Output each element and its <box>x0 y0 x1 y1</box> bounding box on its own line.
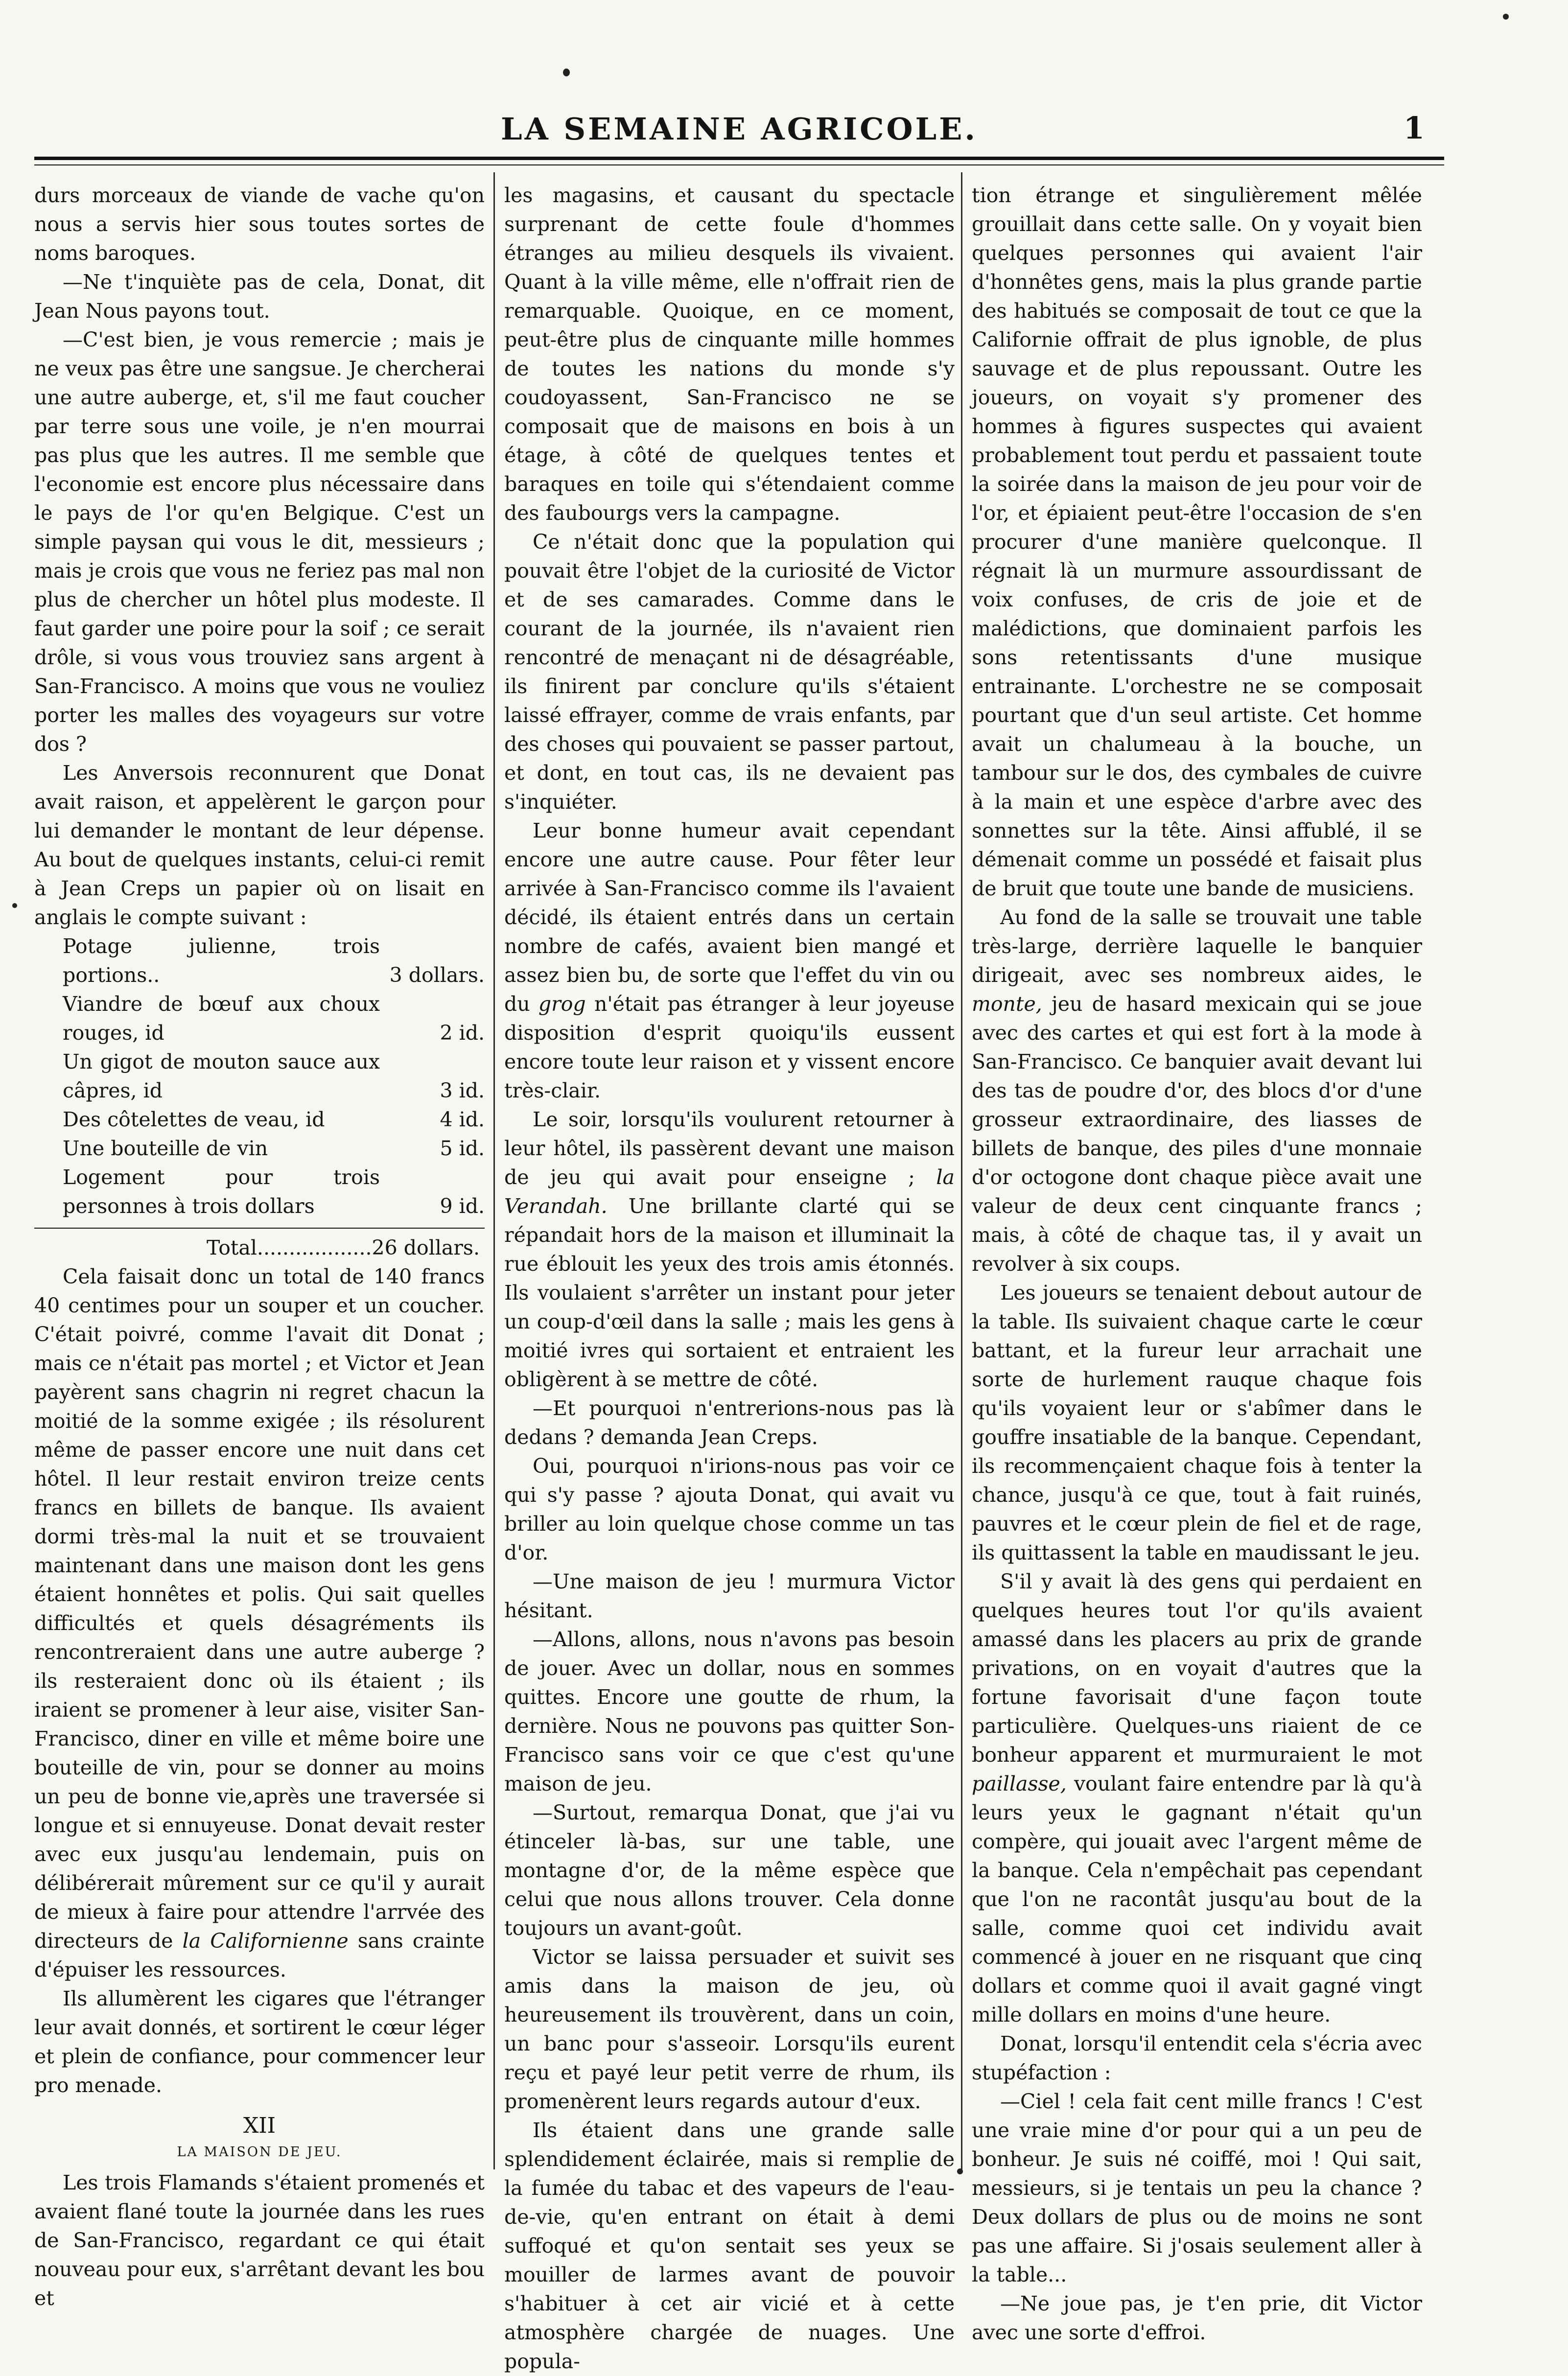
emphasis: monte, <box>972 992 1042 1016</box>
paragraph: Le soir, lorsqu'ils voulurent retourner à leur hôtel, ils passèrent devant une maison de jeu qui avait pour enseigne ; la Verandah. Une brillante clarté qui se répandait hors de la maison et illuminait la rue éblouit les yeux des trois amis étonnés. Ils voulaient s'arrêter un instant pour jeter un coup-d'œil dans la salle ; mais les gens à moitié ivres qui sortaient et entraient les obligèrent à se mettre de côté. <box>504 1108 955 1391</box>
column-2 <box>504 181 955 2376</box>
bill-table <box>34 932 485 1221</box>
column-separator-1 <box>493 172 495 2169</box>
bill-price: 4 id. <box>440 1108 485 1131</box>
emphasis: la Californienne <box>182 1929 349 1953</box>
paragraph: Ils étaient dans une grande salle splendidement éclairée, mais si remplie de la fumée du tabac et des vapeurs de l'eau-de-vie, qu'en entrant on était à demi suffoqué et qu'on sentait ses yeux se mouiller de larmes avant de pouvoir s'habituer à cet air vicié et à cette atmosphère chargée de nuages. Une popula- <box>504 2119 955 2373</box>
paragraph: —Ciel ! cela fait cent mille francs ! C'est une vraie mine d'or pour qui a un peu de bonheur. Je suis né coiffé, moi ! Qui sait, messieurs, si je tentais un peu la chance ? Deux dollars de plus ou de moins ne sont pas une affaire. Si j'osais seulement aller à la table... <box>972 2090 1422 2286</box>
paragraph: —Une maison de jeu ! murmura Victor hésitant. <box>504 1570 955 1622</box>
bill-price: 3 id. <box>440 1079 485 1102</box>
paragraph: —Allons, allons, nous n'avons pas besoin de jouer. Avec un dollar, nous en sommes quittes. Encore une goutte de rhum, la dernière. Nous ne pouvons pas quitter Son-Francisco sans voir ce que c'est qu'une maison de jeu. <box>504 1628 955 1795</box>
bill-row <box>34 1134 485 1163</box>
bill-item: Une bouteille de vin <box>63 1137 268 1160</box>
paragraph: —Ne joue pas, je t'en prie, dit Victor avec une sorte d'effroi. <box>972 2292 1422 2344</box>
paragraph: Oui, pourquoi n'irions-nous pas voir ce qui s'y passe ? ajouta Donat, qui avait vu briller au loin quelque chose comme un tas d'or. <box>504 1454 955 1564</box>
bill-price: 5 id. <box>440 1137 485 1160</box>
bill-row <box>34 932 485 990</box>
bill-total: Total..................26 dollars. <box>207 1236 480 1259</box>
bill-row <box>34 1163 485 1221</box>
paragraph: S'il y avait là des gens qui perdaient en quelques heures tout l'or qu'ils avaient amassé dans les placers au prix de grande privations, on en voyait d'autres que la fortune favorisait d'une façon toute particulière. Quelques-uns riaient de ce bonheur apparent et murmuraient le mot paillasse, voulant faire entendre par là qu'à leurs yeux le gagnant n'était qu'un compère, qui jouait avec l'argent même de la banque. Cela n'empêchait pas cependant que l'on ne racontât jusqu'au bout de la salle, comme quoi cet individu avait commencé à jouer en ne risquant que cinq dollars et comme quoi il avait gagné vingt mille dollars en moins d'une heure. <box>972 1570 1422 2027</box>
paragraph: Les trois Flamands s'étaient promenés et avaient flané toute la journée dans les rues de San-Francisco, regardant ce qui était nouveau pour eux, s'arrêtant devant les bou et <box>34 2171 485 2310</box>
bill-row <box>34 1105 485 1134</box>
paragraph: Ils allumèrent les cigares que l'étranger leur avait donnés, et sortirent le cœur léger et plein de confiance, pour commencer leur pro menade. <box>34 1987 485 2097</box>
bill-item: Un gigot de mouton sauce aux câpres, id <box>63 1050 380 1102</box>
bill-price: 3 dollars. <box>389 963 485 987</box>
paragraph: durs morceaux de viande de vache qu'on nous a servis hier sous toutes sortes de noms baroques. <box>34 184 485 265</box>
column-1 <box>34 181 485 2313</box>
chapter-number: XII <box>243 2113 276 2138</box>
bill-item: Des côtelettes de veau, id <box>63 1108 325 1131</box>
paragraph: les magasins, et causant du spectacle surprenant de cette foule d'hommes étranges au milieu desquels ils vivaient. Quant à la ville même, elle n'offrait rien de remarquable. Quoique, en ce moment, peut-être plus de cinquante mille hommes de toutes les nations du monde s'y coudoyassent, San-Francisco ne se composait que de maisons en bois à un étage, à côté de quelques tentes et baraques en toile qui s'étendaient comme des faubourgs vers la campagne. <box>504 184 955 525</box>
bill-item: Viandre de bœuf aux choux rouges, id <box>63 992 380 1045</box>
paragraph: —Ne t'inquiète pas de cela, Donat, dit Jean Nous payons tout. <box>34 270 485 323</box>
bill-row <box>34 990 485 1048</box>
emphasis: paillasse, <box>972 1772 1067 1795</box>
scan-speck <box>12 903 17 908</box>
emphasis: la Verandah. <box>504 1165 955 1218</box>
paragraph: Les Anversois reconnurent que Donat avait raison, et appelèrent le garçon pour lui demander le montant de leur dépense. Au bout de quelques instants, celui-ci remit à Jean Creps un papier où on lisait en anglais le compte suivant : <box>34 761 485 929</box>
paragraph: Leur bonne humeur avait cependant encore une autre cause. Pour fêter leur arrivée à San-Francisco comme ils l'avaient décidé, ils étaient entrés dans un certain nombre de cafés, avaient bien mangé et assez bien bu, de sorte que l'effet du vin ou du grog n'était pas étranger à leur joyeuse disposition d'esprit quoiqu'ils eussent encore toute leur raison et y vissent encore très-clair. <box>504 819 955 1102</box>
emphasis: grog <box>538 992 586 1016</box>
scan-speck <box>563 69 570 76</box>
bill-item: Potage julienne, trois portions.. <box>63 934 380 987</box>
paragraph: Ce n'était donc que la population qui pouvait être l'objet de la curiosité de Victor et de ses camarades. Comme dans le courant de la journée, ils n'avaient rien rencontré de menaçant ni de désagréable, ils finirent par conclure qu'ils s'étaient laissé effrayer, comme de vrais enfants, par des choses qui pouvaient se passer partout, et dont, en tout cas, ils ne devaient pas s'inquiéter. <box>504 530 955 814</box>
paragraph: Donat, lorsqu'il entendit cela s'écria avec stupéfaction : <box>972 2032 1422 2084</box>
header-rule-thin <box>34 164 1444 165</box>
bill-total-rule <box>34 1228 485 1229</box>
paragraph: —Et pourquoi n'entrerions-nous pas là dedans ? demanda Jean Creps. <box>504 1397 955 1449</box>
paragraph: Les joueurs se tenaient debout autour de la table. Ils suivaient chaque carte le cœur battant, et la fureur leur arrachait une sorte de hurlement rauque chaque fois qu'ils voyaient leur or s'abîmer dans le gouffre insatiable de la banque. Cependant, ils recommençaient chaque fois à tenter la chance, jusqu'à ce que, tout à fait ruinés, pauvres et le cœur plein de fiel et de rage, ils quittassent la table en maudissant le jeu. <box>972 1281 1422 1564</box>
paragraph: Cela faisait donc un total de 140 francs 40 centimes pour un souper et un coucher. C'était poivré, comme l'avait dit Donat ; mais ce n'était pas mortel ; et Victor et Jean payèrent sans chagrin ni regret chacun la moitié de la somme exigée ; ils résolurent même de passer encore une nuit dans cet hôtel. Il leur restait environ treize cents francs en billets de banque. Ils avaient dormi très-mal la nuit et se trouvaient maintenant dans une maison dont les gens étaient honnêtes et polis. Qui sait quelles difficultés et quels désagréments ils rencontreraient dans une autre auberge ? ils resteraient donc où ils étaient ; ils iraient se promener à leur aise, visiter San-Francisco, diner en ville et même boire une bouteille de vin, pour se donner au moins un peu de bonne vie,après une traversée si longue et si ennuyeuse. Donat devait rester avec eux jusqu'au lendemain, puis on délibérerait mûrement sur ce qu'il y aurait de mieux à faire pour attendre l'arrvée des directeurs de la Californienne sans crainte d'épuiser les ressources. <box>34 1265 485 1981</box>
scan-speck <box>1503 14 1509 20</box>
bill-item: Logement pour trois personnes à trois dollars <box>63 1165 380 1218</box>
header-rule-thick <box>34 157 1444 160</box>
column-separator-2 <box>961 172 962 2169</box>
page-title: LA SEMAINE AGRICOLE. <box>501 111 978 147</box>
paragraph: —C'est bien, je vous remercie ; mais je ne veux pas être une sangsue. Je chercherai une autre auberge, et, s'il me faut coucher par terre sous une voile, je n'en mourrai pas plus que les autres. Il me semble que l'economie est encore plus nécessaire dans le pays de l'or qu'en Belgique. C'est un simple paysan qui vous le dit, messieurs ; mais je crois que vous ne feriez pas mal non plus de chercher un hôtel plus modeste. Il faut garder une poire pour la soif ; ce serait drôle, si vous vous trouviez sans argent à San-Francisco. A moins que vous ne vouliez porter les malles des voyageurs sur votre dos ? <box>34 328 485 756</box>
page-header <box>34 105 1444 152</box>
page-number: 1 <box>1403 110 1425 146</box>
paragraph: tion étrange et singulièrement mêlée grouillait dans cette salle. On y voyait bien quelques personnes qui avaient l'air d'honnêtes gens, mais la plus grande partie des habitués se composait de tout ce que la Californie offrait de plus ignoble, de plus sauvage et de plus repoussant. Outre les joueurs, on voyait s'y promener des hommes à figures suspectes qui avaient probablement tout perdu et passaient toute la soirée dans la maison de jeu pour voir de l'or, et épiaient peut-être l'occasion de s'en procurer d'une manière quelconque. Il régnait là un murmure assourdissant de voix confuses, de cris de joie et de malédictions, que dominaient parfois les sons retentissants d'une musique entrainante. L'orchestre ne se composait pourtant que d'un seul artiste. Cet homme avait un chalumeau à la bouche, un tambour sur le dos, des cymbales de cuivre à la main et une espèce d'arbre avec des sonnettes sur la tête. Ainsi affublé, il se démenait comme un possédé et faisait plus de bruit que toute une bande de musiciens. <box>972 184 1422 900</box>
paragraph: Au fond de la salle se trouvait une table très-large, derrière laquelle le banquier dirigeait, avec ses nombreux aides, le monte, jeu de hasard mexicain qui se joue avec des cartes et qui est fort à la mode à San-Francisco. Ce banquier avait devant lui des tas de poudre d'or, des blocs d'or d'une grosseur extraordinaire, des liasses de billets de banque, des piles d'une monnaie d'or octogone dont chaque pièce avait une valeur de deux cent cinquante francs ; mais, à côté de chaque tas, il y avait un revolver à six coups. <box>972 906 1422 1276</box>
bill-price: 2 id. <box>440 1021 485 1045</box>
paragraph: Victor se laissa persuader et suivit ses amis dans la maison de jeu, où heureusement ils trouvèrent, dans un coin, un banc pour s'asseoir. Lorsqu'ils eurent reçu et payé leur petit verre de rhum, ils promenèrent leurs regards autour d'eux. <box>504 1945 955 2113</box>
chapter-title: LA MAISON DE JEU. <box>177 2144 342 2160</box>
paragraph: —Surtout, remarqua Donat, que j'ai vu étinceler là-bas, sur une table, une montagne d'or, de la même espèce que celui que nous allons trouver. Cela donne toujours un avant-goût. <box>504 1801 955 1940</box>
column-3 <box>972 181 1422 2347</box>
bill-price: 9 id. <box>440 1194 485 1218</box>
scan-speck <box>957 2168 963 2174</box>
bill-row <box>34 1048 485 1105</box>
